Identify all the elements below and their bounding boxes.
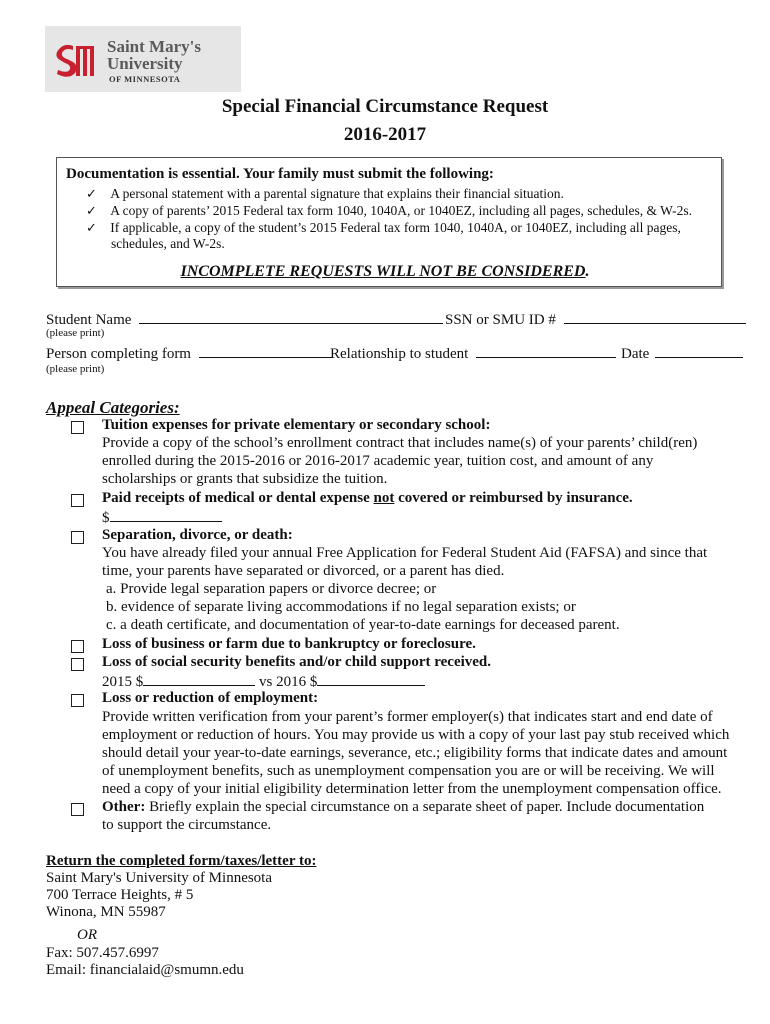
date-field[interactable]	[621, 344, 743, 363]
ssn-blank[interactable]	[564, 310, 746, 324]
ss-2015-label: 2015 $	[102, 674, 144, 690]
employment-text-1: Provide written verification from your parent’s former employer(s) that indicates start and end date of	[102, 709, 713, 725]
return-fax: Fax: 507.457.6997	[46, 945, 159, 961]
return-email[interactable]: Email: financialaid@smumn.edu	[46, 962, 244, 978]
doc-item-2	[86, 203, 692, 219]
logo-line-2: University	[107, 54, 183, 73]
logo-line-3: OF MINNESOTA	[109, 74, 181, 84]
please-print-note: (please print)	[46, 363, 105, 375]
university-logo-mark-icon	[55, 40, 101, 80]
doc-item-text: A copy of parents’ 2015 Federal tax form 1040, 1040A, or 1040EZ, including all pages, schedules, & W-2s.	[110, 203, 693, 218]
social-security-checkbox[interactable]	[71, 658, 84, 671]
date-blank[interactable]	[655, 344, 743, 358]
social-security-title: Loss of social security benefits and/or child support received.	[102, 654, 492, 670]
ss-2015-blank[interactable]	[143, 672, 255, 686]
tuition-text-3: scholarships or grants that subsidize the tuition.	[102, 471, 388, 487]
doc-item-text: If applicable, a copy of the student’s 2015 Federal tax form 1040, 1040A, or 1040EZ, including all pages,	[110, 220, 681, 235]
medical-title	[102, 490, 633, 507]
ss-2016-label: vs 2016 $	[259, 674, 318, 690]
other-description: Briefly explain the special circumstance on a separate sheet of paper. Include documentation	[145, 799, 705, 815]
medical-title-post: covered or reimbursed by insurance.	[394, 490, 633, 506]
logo-line-1: Saint Mary's	[107, 37, 201, 56]
checkmark-icon: ✓	[86, 203, 97, 218]
appeal-categories-heading: Appeal Categories:	[46, 398, 180, 417]
separation-checkbox[interactable]	[71, 531, 84, 544]
student-name-label: Student Name	[46, 312, 132, 328]
separation-text-4: b. evidence of separate living accommodations if no legal separation exists; or	[106, 599, 576, 615]
return-or: OR	[77, 927, 97, 943]
employment-checkbox[interactable]	[71, 694, 84, 707]
ssn-label: SSN or SMU ID #	[445, 312, 556, 328]
employment-title: Loss or reduction of employment:	[102, 690, 319, 706]
return-heading: Return the completed form/taxes/letter to:	[46, 853, 317, 869]
student-name-blank[interactable]	[139, 310, 443, 324]
ssn-field[interactable]	[445, 310, 746, 329]
separation-text-5: c. a death certificate, and documentation of year-to-date earnings for deceased parent.	[106, 617, 620, 633]
employment-text-3: should detail your year-to-date earnings, severance, etc.; eligibility forms that indicate dates and amount	[102, 745, 728, 761]
tuition-text-1: Provide a copy of the school’s enrollment contract that includes name(s) of your parents’ child(ren)	[102, 435, 698, 451]
other-text	[102, 799, 704, 816]
employment-text-2: employment or reduction of hours. You may provide us with a copy of your last pay stub received which	[102, 727, 730, 743]
doc-item-3	[86, 220, 681, 236]
tuition-checkbox[interactable]	[71, 421, 84, 434]
return-line-2: 700 Terrace Heights, # 5	[46, 887, 194, 903]
social-security-amounts[interactable]	[102, 672, 425, 691]
employment-text-5: need a copy of your initial eligibility determination letter from the unemployment compensation office.	[102, 781, 722, 797]
separation-text-2: time, your parents have separated or divorced, or a parent has died.	[102, 563, 505, 579]
separation-title: Separation, divorce, or death:	[102, 527, 293, 543]
dollar-sign: $	[102, 510, 110, 526]
ss-2016-blank[interactable]	[317, 672, 425, 686]
return-line-3: Winona, MN 55987	[46, 904, 166, 920]
please-print-note: (please print)	[46, 327, 105, 339]
relationship-blank[interactable]	[476, 344, 616, 358]
tuition-text-2: enrolled during the 2015-2016 or 2016-2017 academic year, tuition cost, and amount of any	[102, 453, 654, 469]
form-year: 2016-2017	[343, 124, 427, 145]
university-logo	[45, 26, 241, 92]
other-checkbox[interactable]	[71, 803, 84, 816]
medical-title-pre: Paid receipts of medical or dental expense	[102, 490, 374, 506]
person-completing-label: Person completing form	[46, 346, 191, 362]
warning-period: .	[585, 263, 590, 280]
incomplete-warning	[0, 263, 770, 281]
employment-text-4: of unemployment benefits, such as unemployment compensation you are or will be receiving. We will	[102, 763, 715, 779]
medical-amount-blank[interactable]	[110, 508, 222, 522]
checkmark-icon: ✓	[86, 220, 97, 235]
separation-text-3: a. Provide legal separation papers or divorce decree; or	[106, 581, 437, 597]
doc-item-3-cont: schedules, and W-2s.	[111, 236, 225, 251]
medical-checkbox[interactable]	[71, 494, 84, 507]
medical-amount-field[interactable]	[102, 508, 222, 527]
relationship-label: Relationship to student	[330, 346, 469, 362]
return-line-1: Saint Mary's University of Minnesota	[46, 870, 273, 886]
form-title: Special Financial Circumstance Request	[221, 96, 549, 117]
documentation-heading: Documentation is essential. Your family must submit the following:	[66, 166, 494, 182]
relationship-field[interactable]	[330, 344, 616, 363]
business-loss-checkbox[interactable]	[71, 640, 84, 653]
other-title: Other:	[102, 799, 146, 815]
person-completing-blank[interactable]	[199, 344, 333, 358]
person-completing-field[interactable]	[46, 344, 333, 363]
checkmark-icon: ✓	[86, 186, 97, 201]
student-name-field[interactable]	[46, 310, 443, 329]
doc-item-1	[86, 186, 564, 202]
other-text-2: to support the circumstance.	[102, 817, 272, 833]
separation-text-1: You have already filed your annual Free Application for Federal Student Aid (FAFSA) and since that	[102, 545, 708, 561]
doc-item-text: A personal statement with a parental signature that explains their financial situation.	[110, 186, 564, 201]
business-loss-title: Loss of business or farm due to bankruptcy or foreclosure.	[102, 636, 476, 652]
tuition-title: Tuition expenses for private elementary or secondary school:	[102, 417, 491, 433]
medical-title-not: not	[373, 490, 395, 506]
incomplete-warning-text: INCOMPLETE REQUESTS WILL NOT BE CONSIDERED	[180, 263, 586, 280]
date-label: Date	[621, 346, 650, 362]
